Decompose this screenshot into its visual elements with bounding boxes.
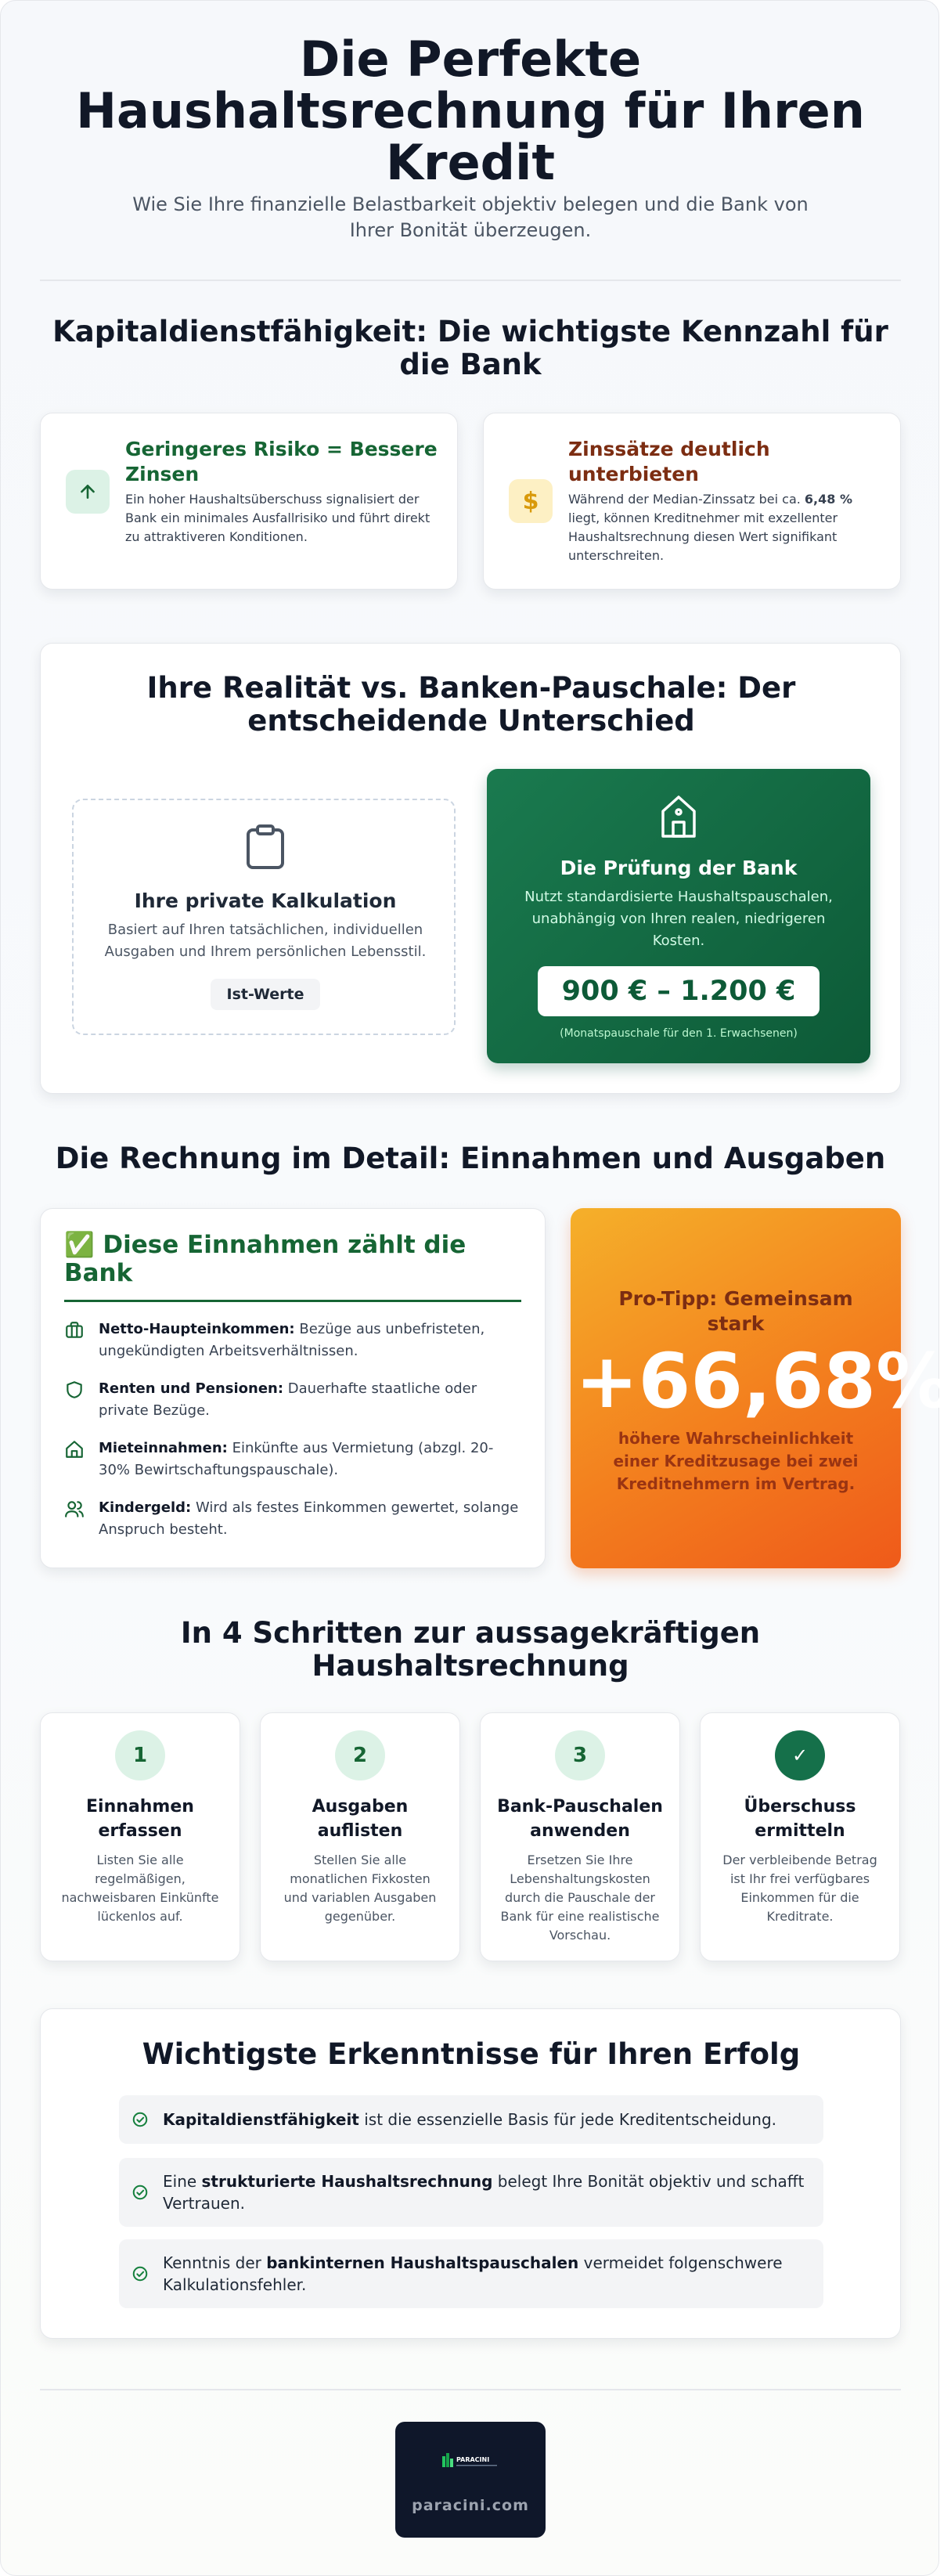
private-calculation-box [72, 799, 456, 1035]
benefit-text-line: Ein hoher Haushaltsüberschuss signalisiert der [125, 492, 420, 507]
footer-domain[interactable]: paracini.com [412, 2497, 529, 2514]
briefcase-icon [64, 1320, 85, 1340]
step-text-line: lückenlos auf. [97, 1909, 183, 1924]
takeaway-text-line2: Vertrauen. [163, 2194, 245, 2213]
paracini-logo [441, 2452, 500, 2472]
income-card [40, 1208, 546, 1568]
benefit-text-line: Bank ein minimales Ausfallrisiko und führt direkt [125, 511, 430, 525]
benefit-text-line: zu attraktiveren Konditionen. [125, 529, 308, 544]
pro-tip-title-line: Pro-Tipp: Gemeinsam [618, 1287, 853, 1310]
step-number: 3 [555, 1730, 605, 1780]
income-title-line: Bank [64, 1259, 133, 1287]
benefit-text-line: liegt, können Kreditnehmer mit exzellenter [568, 511, 838, 525]
pro-tip-title [571, 1286, 901, 1337]
private-text [74, 919, 457, 963]
benefit-title-line: Zinssätze deutlich [568, 438, 770, 460]
step-text-line: gegenüber. [324, 1909, 396, 1924]
median-rate-value: 6,48 % [804, 492, 852, 507]
step-text-line: ist Ihr frei verfügbares [729, 1871, 870, 1886]
step-number: 2 [335, 1730, 385, 1780]
step-text-line: Ersetzen Sie Ihre [527, 1853, 633, 1867]
step-text-line: Lebenshaltungskosten [510, 1871, 650, 1886]
footer-divider [40, 2389, 901, 2390]
comparison-title-line: Ihre Realität vs. Banken-Pauschale: Der [146, 671, 796, 705]
private-title: Ihre private Kalkulation [134, 889, 397, 912]
step-text-line: Einkommen für die [740, 1890, 859, 1905]
benefit-title [568, 437, 889, 487]
benefit-text-pre: Während der Median-Zinssatz bei ca. [568, 492, 805, 507]
bank-text-line: Kosten. [652, 933, 705, 949]
takeaway-text [163, 2170, 804, 2214]
bank-text-line: Nutzt standardisierte Haushaltspauschalen, [524, 889, 833, 905]
step-title [701, 1795, 899, 1843]
page-subtitle [118, 192, 823, 244]
takeaway-text [163, 2252, 783, 2296]
income-item-label: Renten und Pensionen: [99, 1380, 284, 1397]
takeaways-card [40, 2008, 901, 2339]
comparison-card [40, 643, 901, 1094]
arrow-up-icon [66, 470, 110, 514]
income-item-desc: Dauerhafte staatliche oder [283, 1380, 477, 1397]
income-item-text [99, 1497, 537, 1541]
users-icon [64, 1499, 85, 1519]
income-item-label: Netto-Haupteinkommen: [99, 1321, 295, 1337]
income-title-line: ✅ Diese Einnahmen zählt die [64, 1231, 466, 1259]
pro-tip-text [571, 1427, 901, 1495]
bank-flat-rate-amount: 900 € – 1.200 € [538, 966, 820, 1016]
takeaway-item [119, 2158, 823, 2227]
benefit-card-risk [40, 413, 458, 590]
takeaway-text [163, 2109, 776, 2130]
step-title-line: anwenden [530, 1821, 630, 1841]
step-text-line: durch die Pauschale der [505, 1890, 655, 1905]
takeaway-text-line2: Kalkulationsfehler. [163, 2275, 307, 2294]
benefit-title-line: Geringeres Risiko = Bessere [125, 438, 438, 460]
steps-title-line: In 4 Schritten zur aussagekräftigen [180, 1616, 761, 1650]
step-title [261, 1795, 459, 1843]
income-item-desc: Anspruch besteht. [99, 1521, 228, 1538]
divider [40, 280, 901, 281]
bank-title: Die Prüfung der Bank [560, 857, 798, 879]
income-item-desc: ungekündigten Arbeitsverhältnissen. [99, 1343, 358, 1359]
steps-title-line: Haushaltsrechnung [312, 1649, 629, 1683]
pro-tip-text-line: Kreditnehmern im Vertrag. [616, 1474, 856, 1493]
step-text-line: und variablen Ausgaben [283, 1890, 437, 1905]
step-text-line: nachweisbaren Einkünfte [61, 1890, 219, 1905]
income-item-label: Kindergeld: [99, 1499, 192, 1516]
income-item-text [99, 1378, 537, 1422]
subtitle-line: Ihrer Bonität überzeugen. [349, 219, 592, 241]
step-text-line: regelmäßigen, [95, 1871, 186, 1886]
income-item-desc: Bezüge aus unbefristeten, [294, 1321, 485, 1337]
benefit-title-line: Zinsen [125, 463, 200, 485]
pro-tip-text-line: einer Kreditzusage bei zwei [613, 1452, 859, 1470]
footer-logo-link[interactable] [395, 2422, 546, 2538]
pro-tip-card [571, 1208, 951, 1568]
private-text-line: Ausgaben und Ihrem persönlichen Lebensstil. [104, 943, 427, 960]
subtitle-line: Wie Sie Ihre finanzielle Belastbarkeit objektiv belegen und die Bank von [132, 193, 809, 215]
section-title-kapitaldienst [40, 316, 901, 381]
benefit-title-line: unterbieten [568, 463, 699, 485]
page-title [48, 31, 893, 191]
step-text [481, 1851, 679, 1945]
page-title-line: Haushaltsrechnung für Ihren [76, 82, 865, 139]
pro-tip-title-line: stark [707, 1312, 765, 1335]
clipboard-icon [245, 824, 286, 871]
benefit-title [125, 437, 446, 487]
step-text-line: Vorschau. [549, 1928, 611, 1943]
benefit-card-rates [483, 413, 901, 590]
step-number: 1 [115, 1730, 165, 1780]
takeaway-bold: strukturierte Haushaltsrechnung [201, 2172, 493, 2191]
takeaway-bold: bankinternen Haushaltspauschalen [266, 2253, 579, 2272]
income-title-underline [64, 1300, 521, 1302]
benefit-text [125, 490, 446, 547]
takeaways-title: Wichtigste Erkenntnisse für Ihren Erfolg [142, 2037, 801, 2071]
pro-tip-text-line: höhere Wahrscheinlichkeit [618, 1429, 854, 1448]
step-text-line: monatlichen Fixkosten [290, 1871, 430, 1886]
income-item-desc: private Bezüge. [99, 1402, 210, 1419]
shield-icon [64, 1380, 85, 1400]
takeaway-text-post: belegt Ihre Bonität objektiv und schafft [492, 2172, 805, 2191]
step-title-line: ermitteln [755, 1821, 845, 1841]
income-item-text [99, 1438, 537, 1481]
check-circle-icon [131, 2111, 149, 2128]
takeaway-text-post: ist die essenzielle Basis für jede Kreditentscheidung. [358, 2110, 776, 2129]
page-title-line: Kredit [386, 134, 555, 191]
step-card [260, 1712, 460, 1961]
step-title [41, 1795, 240, 1843]
step-card [700, 1712, 900, 1961]
comparison-title [41, 672, 902, 738]
step-text [701, 1851, 899, 1926]
bank-flat-rate-note: (Monatspauschale für den 1. Erwachsenen) [560, 1027, 798, 1040]
step-text [41, 1851, 240, 1926]
takeaway-item [119, 2239, 823, 2308]
step-title-line: erfassen [98, 1821, 182, 1841]
check-circle-icon [131, 2184, 149, 2201]
income-title [64, 1231, 526, 1287]
bank-check-box [487, 769, 870, 1063]
step-text-line: Der verbleibende Betrag [722, 1853, 877, 1867]
step-text-line: Kreditrate. [766, 1909, 834, 1924]
section-title-line: die Bank [399, 348, 542, 381]
income-item-desc: Wird als festes Einkommen gewertet, solange [191, 1499, 519, 1516]
takeaway-bold: Kapitaldienstfähigkeit [163, 2110, 359, 2129]
step-text-line: Listen Sie alle [96, 1853, 184, 1867]
income-item-desc: 30% Bewirtschaftungspauschale). [99, 1462, 339, 1478]
check-icon: ✓ [775, 1730, 825, 1780]
benefit-text [568, 490, 889, 565]
benefit-text-line: unterschreiten. [568, 548, 665, 563]
logo-wordmark: PARACINI [456, 2456, 490, 2463]
takeaway-text-pre: Eine [163, 2172, 202, 2191]
dollar-icon: $ [509, 479, 553, 523]
bank-text-line: unabhängig von Ihren realen, niedrigeren [531, 911, 826, 927]
takeaway-item [119, 2095, 823, 2144]
home-icon [64, 1439, 85, 1459]
ist-werte-badge: Ist-Werte [211, 979, 320, 1010]
step-text [261, 1851, 459, 1926]
income-item-label: Mieteinnahmen: [99, 1440, 228, 1456]
page-title-line: Die Perfekte [299, 31, 642, 88]
income-item-text [99, 1319, 537, 1362]
bank-text [487, 886, 870, 952]
step-title-line: auflisten [317, 1821, 403, 1841]
takeaway-text-post: vermeidet folgenschwere [578, 2253, 783, 2272]
step-title-line: Einnahmen [86, 1797, 194, 1817]
step-text-line: Stellen Sie alle [313, 1853, 407, 1867]
steps-section-title [40, 1617, 901, 1683]
pro-tip-big-value: +66,68% [575, 1337, 951, 1425]
bank-icon [657, 792, 701, 839]
section-title-line: Kapitaldienstfähigkeit: Die wichtigste Kennzahl für [52, 315, 888, 348]
step-text-line: Bank für eine realistische [500, 1909, 660, 1924]
income-item-desc: Einkünfte aus Vermietung (abzgl. 20- [227, 1440, 494, 1456]
step-card [40, 1712, 240, 1961]
comparison-title-line: entscheidende Unterschied [247, 704, 695, 738]
private-text-line: Basiert auf Ihren tatsächlichen, individuellen [107, 922, 423, 938]
takeaway-text-pre: Kenntnis der [163, 2253, 267, 2272]
detail-section-title: Die Rechnung im Detail: Einnahmen und Ausgaben [55, 1142, 886, 1175]
step-title [481, 1795, 679, 1843]
step-title-line: Ausgaben [312, 1797, 409, 1817]
step-title-line: Überschuss [744, 1797, 856, 1817]
benefit-text-line: Haushaltsrechnung diesen Wert signifikant [568, 529, 838, 544]
step-card [480, 1712, 680, 1961]
step-title-line: Bank-Pauschalen [497, 1797, 663, 1817]
check-circle-icon [131, 2265, 149, 2282]
